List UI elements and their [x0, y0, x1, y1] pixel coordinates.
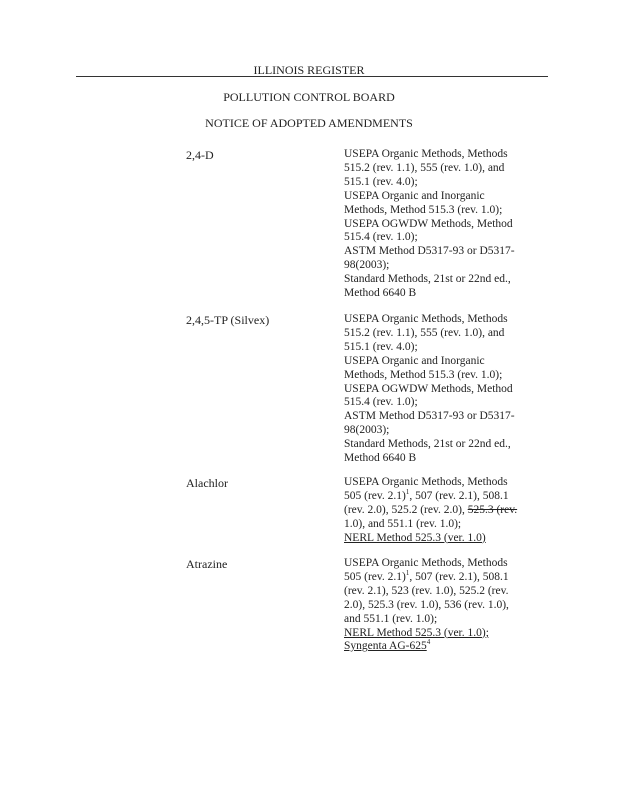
header-rule — [76, 76, 548, 77]
footnote-marker: 1 — [405, 488, 410, 497]
method-text: Methods, Method 515.3 (rev. 1.0); — [344, 368, 503, 381]
method-text: 98(2003); — [344, 424, 390, 437]
method-text: Standard Methods, 21st or 22nd ed., — [344, 273, 511, 286]
method-line — [344, 532, 544, 546]
method-text: USEPA Organic Methods, Methods — [344, 313, 508, 325]
method-line — [344, 640, 544, 654]
method-text: 515.4 (rev. 1.0); — [344, 396, 418, 409]
method-text: Syngenta AG-625 — [344, 640, 427, 653]
method-text: ASTM Method D5317-93 or D5317- — [344, 245, 515, 258]
method-text: USEPA Organic and Inorganic — [344, 354, 485, 367]
chemical-name: 2,4,5-TP (Silvex) — [186, 313, 270, 327]
method-line — [344, 369, 544, 383]
method-line — [344, 355, 544, 369]
board-title: POLLUTION CONTROL BOARD — [223, 90, 395, 104]
method-text: 505 (rev. 2.1) — [344, 570, 406, 583]
method-line — [344, 148, 544, 162]
method-text: 515.2 (rev. 1.1), 555 (rev. 1.0), and — [344, 161, 505, 174]
method-text: Method 6640 B — [344, 452, 417, 465]
method-text: 515.4 (rev. 1.0); — [344, 231, 418, 244]
method-line — [344, 599, 544, 613]
method-text: NERL Method 525.3 (ver. 1.0); — [344, 626, 489, 639]
method-text: ASTM Method D5317-93 or D5317- — [344, 410, 515, 423]
method-text: 515.1 (rev. 4.0); — [344, 340, 418, 353]
method-line — [344, 452, 544, 466]
method-text: , 507 (rev. 2.1), 508.1 — [409, 489, 509, 502]
method-text: Methods, Method 515.3 (rev. 1.0); — [344, 203, 503, 216]
method-text: 1.0), and 551.1 (rev. 1.0); — [344, 517, 462, 530]
method-line — [344, 327, 544, 341]
method-text: 515.1 (rev. 4.0); — [344, 175, 418, 188]
register-title: ILLINOIS REGISTER — [253, 63, 365, 77]
method-list — [344, 557, 544, 654]
method-line — [344, 259, 544, 273]
method-line — [344, 176, 544, 190]
method-line — [344, 218, 544, 232]
method-text: USEPA Organic Methods, Methods — [344, 557, 508, 569]
method-text: Method 6640 B — [344, 287, 417, 300]
method-line — [344, 518, 544, 532]
method-line — [344, 341, 544, 355]
method-text: USEPA Organic and Inorganic — [344, 189, 485, 202]
method-text: 98(2003); — [344, 259, 390, 272]
method-line — [344, 190, 544, 204]
method-line — [344, 571, 544, 585]
method-line — [344, 410, 544, 424]
method-line — [344, 613, 544, 627]
method-text: 525.3 (rev. — [467, 503, 518, 516]
method-line — [344, 313, 544, 327]
method-line — [344, 585, 544, 599]
method-line — [344, 273, 544, 287]
method-text: USEPA Organic Methods, Methods — [344, 148, 508, 160]
method-list — [344, 148, 544, 301]
method-line — [344, 627, 544, 641]
method-line — [344, 476, 544, 490]
method-text: USEPA Organic Methods, Methods — [344, 476, 508, 488]
method-line — [344, 231, 544, 245]
method-text: NERL Method 525.3 (ver. 1.0) — [344, 531, 486, 544]
method-line — [344, 424, 544, 438]
chemical-name: Alachlor — [186, 476, 228, 490]
footnote-marker: 1 — [405, 569, 410, 578]
method-line — [344, 162, 544, 176]
method-text: (rev. 2.1), 523 (rev. 1.0), 525.2 (rev. — [344, 584, 509, 597]
method-list — [344, 313, 544, 466]
method-line — [344, 287, 544, 301]
notice-title: NOTICE OF ADOPTED AMENDMENTS — [205, 116, 413, 130]
method-text: and 551.1 (rev. 1.0); — [344, 612, 438, 625]
method-line — [344, 383, 544, 397]
method-line — [344, 245, 544, 259]
method-text: 2.0), 525.3 (rev. 1.0), 536 (rev. 1.0), — [344, 598, 509, 611]
method-line — [344, 438, 544, 452]
method-text: (rev. 2.0), 525.2 (rev. 2.0), — [344, 503, 468, 516]
method-line — [344, 504, 544, 518]
method-text: USEPA OGWDW Methods, Method — [344, 382, 513, 395]
chemical-name: 2,4-D — [186, 148, 214, 162]
method-text: 505 (rev. 2.1) — [344, 489, 406, 502]
method-line — [344, 204, 544, 218]
method-list — [344, 476, 544, 546]
method-line — [344, 490, 544, 504]
footnote-marker: 4 — [426, 638, 431, 647]
method-text: Standard Methods, 21st or 22nd ed., — [344, 438, 511, 451]
method-line — [344, 396, 544, 410]
method-line — [344, 557, 544, 571]
method-text: , 507 (rev. 2.1), 508.1 — [409, 570, 509, 583]
chemical-name: Atrazine — [186, 557, 228, 571]
method-text: 515.2 (rev. 1.1), 555 (rev. 1.0), and — [344, 326, 505, 339]
method-text: USEPA OGWDW Methods, Method — [344, 217, 513, 230]
